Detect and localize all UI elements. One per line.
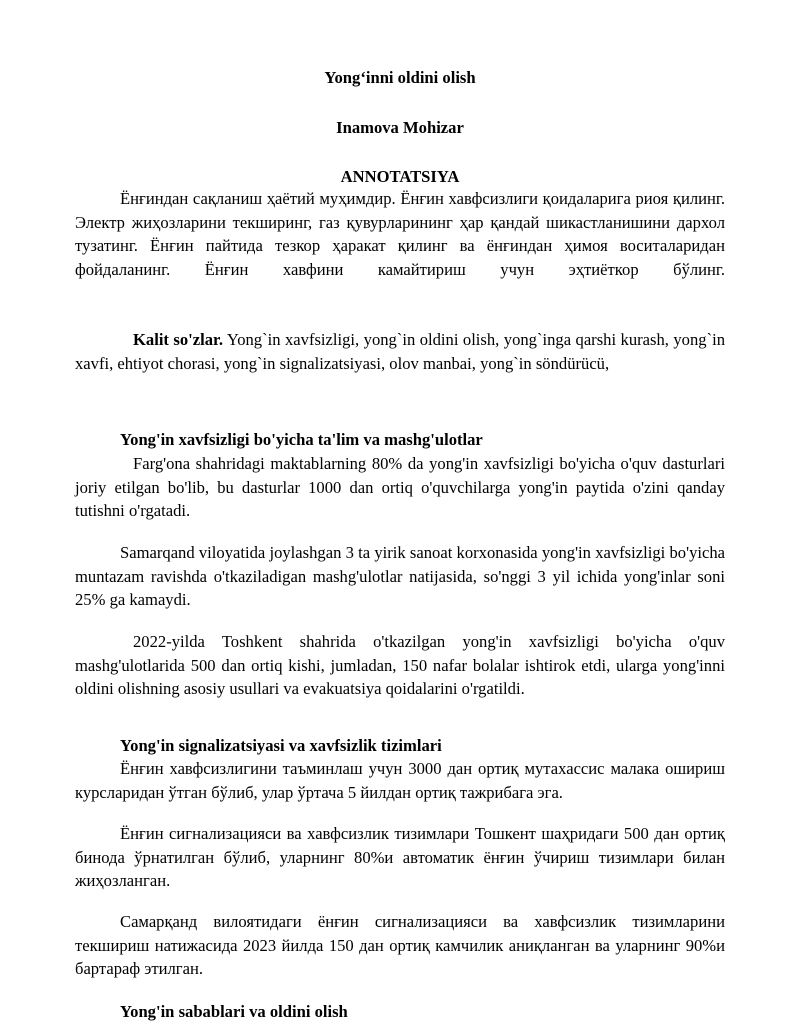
keywords-paragraph [75, 328, 725, 375]
section-heading-causes: Yong'in sabablari va oldini olish [120, 1002, 348, 1021]
annotation-paragraph [75, 187, 725, 281]
section-paragraph: Farg'ona shahridagi maktablarning 80% da yong'in xavfsizligi bo'yicha o'quv dasturlari joriy etilgan bo'lib, bu dasturlar 1000 dan ortiq o'quvchilarga yong'in paytida o'zini qanday tutishni o'rgatadi. [75, 454, 725, 520]
section-paragraph: 2022-yilda Toshkent shahrida o'tkazilgan yong'in xavfsizligi bo'yicha o'quv mashg'ulotlarida 500 dan ortiq kishi, jumladan, 150 nafar bolalar ishtirok etdi, ularga yong'inni oldini olishning asosiy usullari va evakuatsiya qoidalarini o'rgatildi. [75, 632, 725, 698]
section-paragraph: Самарқанд вилоятидаги ёнғин сигнализацияси ва хавфсизлик тизимларини текшириш натижасида 2023 йилда 150 дан ортиқ камчилик аниқланган ва уларнинг 90%и бартараф этилган. [75, 912, 725, 978]
annotation-text: Ёнғиндан сақланиш ҳаётий муҳимдир. Ёнғин хавфсизлиги қоидаларига риоя қилинг. Электр жиҳозларини текширинг, газ қувурларининг ҳар қандай шикастланишини дархол тузатинг. Ёнғин пайтида тезкор ҳаракат қилинг ва ёнғиндан ҳимоя воситаларидан фойдаланинг. Ёнғин хавфини камайтириш учун эҳтиёткор бўлинг. [75, 189, 725, 279]
document-title: Yong‘inni oldini olish [324, 68, 476, 87]
section-paragraph: Ёнғин хавфсизлигини таъминлаш учун 3000 дан ортиқ мутахассис малака ошириш курсларидан ўтган бўлиб, улар ўртача 5 йилдан ортиқ тажрибага эга. [75, 759, 725, 802]
section-heading-training: Yong'in xavfsizligi bo'yicha ta'lim va mashg'ulotlar [120, 430, 483, 449]
keywords-label: Kalit so'zlar. [133, 330, 224, 349]
annotation-heading: ANNOTATSIYA [340, 167, 460, 186]
section-paragraph: Ёнғин сигнализацияси ва хавфсизлик тизимлари Тошкент шаҳридаги 500 дан ортиқ бинода ўрнатилган бўлиб, уларнинг 80%и автоматик ёнғин ўчириш тизимлари билан жиҳозланган. [75, 824, 725, 890]
section-heading-alarm-systems: Yong'in signalizatsiyasi va xavfsizlik tizimlari [120, 736, 442, 755]
keywords-text: Yong`in xavfsizligi, yong`in oldini olish, yong`inga qarshi kurash, yong`in xavfi, ehtiyot chorasi, yong`in signalizatsiyasi, olov manbai, yong`in söndürücü, [75, 330, 725, 373]
author-name: Inamova Mohizar [336, 118, 464, 137]
section-paragraph: Samarqand viloyatida joylashgan 3 ta yirik sanoat korxonasida yong'in xavfsizligi bo'yicha muntazam ravishda o'tkaziladigan mashg'ulotlar natijasida, so'nggi 3 yil ichida yong'inlar soni 25% ga kamaydi. [75, 543, 725, 609]
